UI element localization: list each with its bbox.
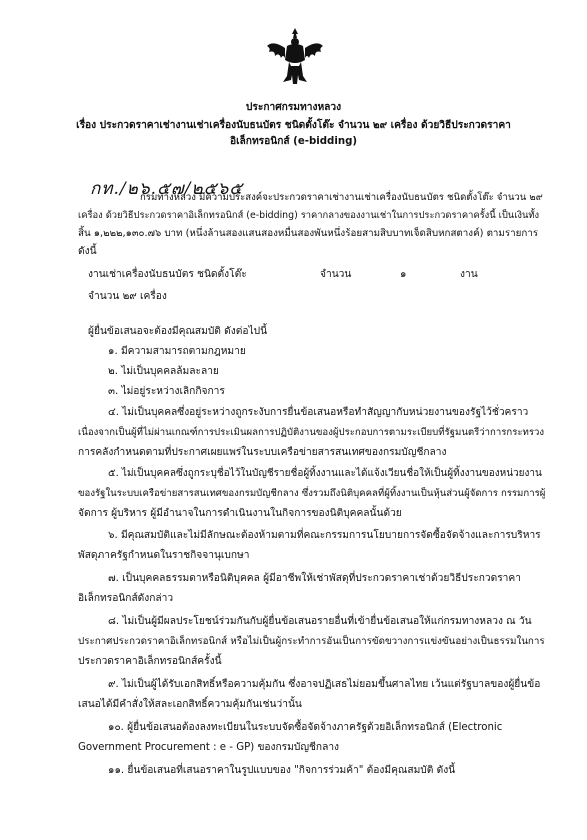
qualification-item: พัสดุภาครัฐกำหนดในราชกิจจานุเบกษา (78, 550, 250, 561)
qualification-item: ๔. ไม่เป็นบุคคลซึ่งอยู่ระหว่างถูกระงับการยื่นข้อเสนอหรือทำสัญญากับหน่วยงานของรัฐไว้ชั่วคราว (108, 407, 529, 418)
qualification-item: ๙. ไม่เป็นผู้ได้รับเอกสิทธิ์หรือความคุ้มกัน ซึ่งอาจปฏิเสธไม่ยอมขึ้นศาลไทย เว้นแต่รัฐบาลของผู้ยื่นข้อ (108, 679, 541, 690)
qualification-item: ๖. มีคุณสมบัติและไม่มีลักษณะต้องห้ามตามที่คณะกรรมการนโยบายการจัดซื้อจัดจ้างและการบริหาร (108, 530, 541, 541)
page-title: ประกาศกรมทางหลวง (245, 102, 342, 113)
qualifications-heading: ผู้ยื่นข้อเสนอจะต้องมีคุณสมบัติ ดังต่อไปนี้ (88, 326, 268, 337)
qualification-item: ๑๑. ยื่นข้อเสนอที่เสนอราคาในรูปแบบของ "กิจการร่วมค้า" ต้องมีคุณสมบัติ ดังนี้ (108, 765, 456, 776)
qualification-item: ๗. เป็นบุคคลธรรมดาหรือนิติบุคคล ผู้มีอาชีพให้เช่าพัสดุที่ประกวดราคาเช่าด้วยวิธีประกวดราคา (108, 573, 521, 584)
qualification-item: ๑. มีความสามารถตามกฎหมาย (108, 346, 246, 357)
subject-line: อิเล็กทรอนิกส์ (e-bidding) (229, 136, 358, 147)
qualification-item: เสนอได้มีคำสั่งให้สละเอกสิทธิ์ความคุ้มกันเช่นว่านั้น (78, 699, 302, 710)
qualification-item: ๒. ไม่เป็นบุคคลล้มละลาย (108, 366, 219, 377)
qualification-item: ของรัฐในระบบเครือข่ายสารสนเทศของกรมบัญชีกลาง ซึ่งรวมถึงนิติบุคคลที่ผู้ทิ้งงานเป็นหุ้นส่วนผู้จัดการ กรรมการผู้ (78, 488, 546, 499)
qualification-item: Government Procurement : e - GP) ของกรมบัญชีกลาง (78, 742, 340, 753)
intro-text: เครื่อง ด้วยวิธีประกวดราคาอิเล็กทรอนิกส์ (e-bidding) ราคากลางของงานเช่าในการประกวดราคาครั้งนี้ เป็นเงินทั้ง (78, 210, 540, 221)
qualification-item: ๑๐. ผู้ยื่นข้อเสนอต้องลงทะเบียนในระบบจัดซื้อจัดจ้างภาครัฐด้วยอิเล็กทรอนิกส์ (Electronic (108, 722, 503, 733)
qualification-item: ประกวดราคาอิเล็กทรอนิกส์ครั้งนี้ (78, 656, 222, 667)
garuda-emblem-icon (265, 26, 325, 88)
qualification-item: จัดการ ผู้บริหาร ผู้มีอำนาจในการดำเนินงานในกิจการของนิติบุคคลนั้นด้วย (78, 508, 402, 519)
qualification-item: การคลังกำหนดตามที่ประกาศเผยแพร่ในระบบเครือข่ายสารสนเทศของกรมบัญชีกลาง (78, 447, 447, 458)
document-number: กท./๒๖.๕๗/๒๕๖๕ (90, 179, 244, 199)
intro-text: ดังนี้ (78, 246, 97, 257)
qualification-item: เนื่องจากเป็นผู้ที่ไม่ผ่านเกณฑ์การประเมินผลการปฏิบัติงานของผู้ประกอบการตามระเบียบที่รัฐมนตรีว่าการกระทรวง (78, 427, 545, 438)
intro-text: สิ้น ๑,๒๒๒,๑๓๐.๗๖ บาท (หนึ่งล้านสองแสนสองหมื่นสองพันหนึ่งร้อยสามสิบบาทเจ็ดสิบหกสตางค์) ตามรายการ (78, 228, 539, 239)
subject-line: เรื่อง ประกวดราคาเช่างานเช่าเครื่องนับธนบัตร ชนิดตั้งโต๊ะ จำนวน ๒๙ เครื่อง ด้วยวิธีประกวดราคา (76, 120, 511, 131)
intro-text: กรมทางหลวง มีความประสงค์จะประกวดราคาเช่างานเช่าเครื่องนับธนบัตร ชนิดตั้งโต๊ะ จำนวน ๒๙ (140, 192, 543, 203)
item-qty: ๑ (400, 269, 407, 280)
item-unit: งาน (460, 269, 478, 280)
qualification-item: อิเล็กทรอนิกส์ดังกล่าว (78, 593, 174, 604)
qualification-item: ๕. ไม่เป็นบุคคลซึ่งถูกระบุชื่อไว้ในบัญชีรายชื่อผู้ทิ้งงานและได้แจ้งเวียนชื่อให้เป็นผู้ทิ้งงานของหน่วยงาน (108, 468, 542, 479)
item-qty-label: จำนวน (320, 269, 352, 280)
item-name: งานเช่าเครื่องนับธนบัตร ชนิดตั้งโต๊ะ (88, 269, 247, 280)
item-detail: จำนวน ๒๙ เครื่อง (88, 291, 167, 302)
qualification-item: ๓. ไม่อยู่ระหว่างเลิกกิจการ (108, 386, 225, 397)
qualification-item: ๘. ไม่เป็นผู้มีผลประโยชน์ร่วมกันกับผู้ยื่นข้อเสนอรายอื่นที่เข้ายื่นข้อเสนอให้แก่กรมทางหลวง ณ วัน (108, 616, 532, 627)
qualification-item: ประกาศประกวดราคาอิเล็กทรอนิกส์ หรือไม่เป็นผู้กระทำการอันเป็นการขัดขวางการแข่งขันอย่างเป็นธรรมในการ (78, 636, 545, 647)
